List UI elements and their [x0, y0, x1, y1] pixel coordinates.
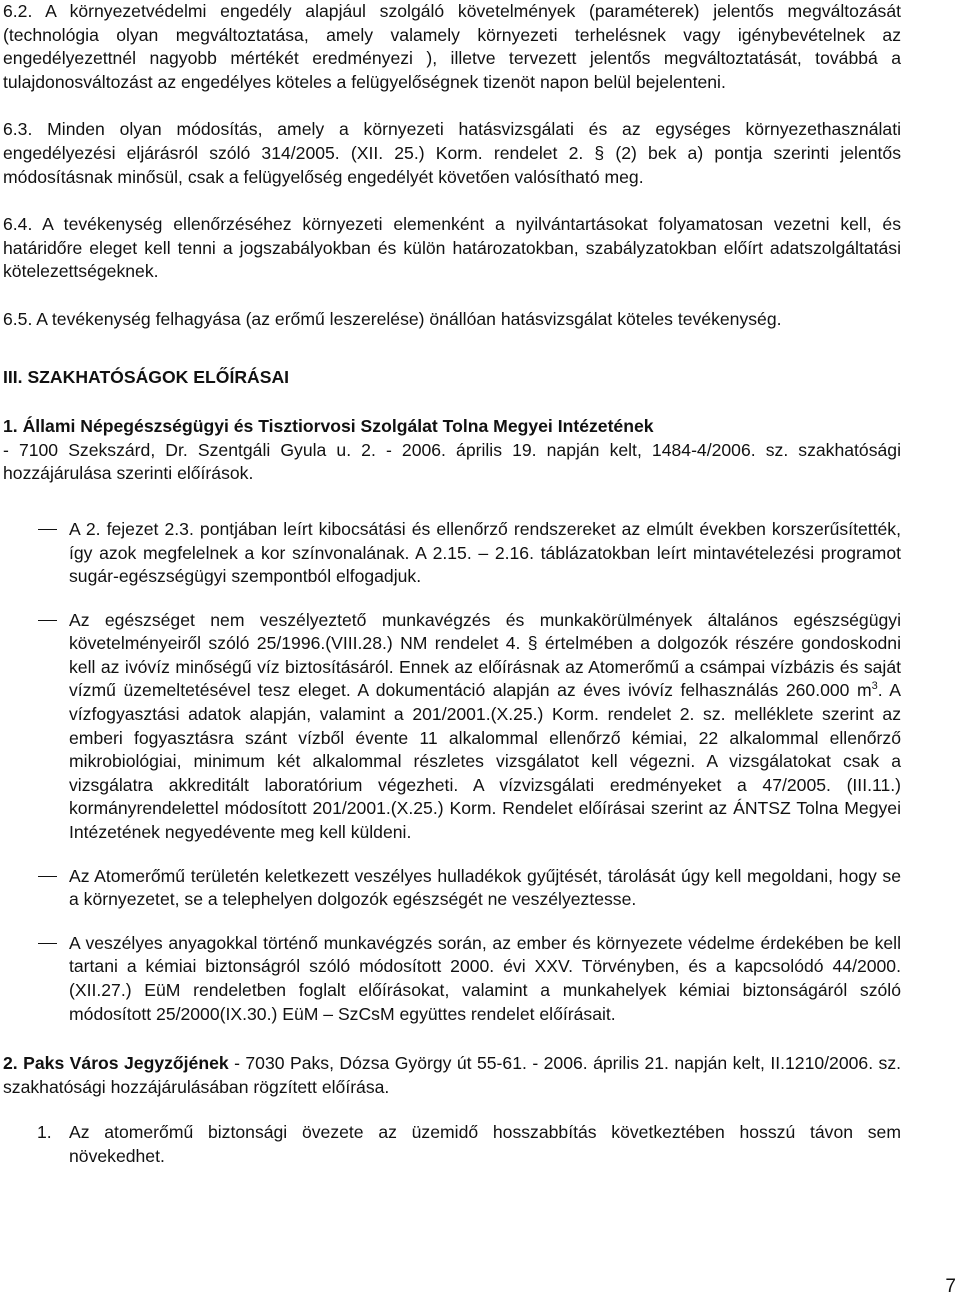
dash-bullet: [38, 529, 57, 530]
list-item: A 2. fejezet 2.3. pontjában leírt kibocsátási és ellenőrző rendszereket az elmúlt években korszerűsítették, így azok megfelelnek a kor színvonalának. A 2.15. – 2.16. táblázatokban leírt mintavételezési programot sugár-egészségügyi szempontból elfogadjuk.: [3, 518, 901, 589]
list-item: A veszélyes anyagokkal történő munkavégzés során, az ember és környezete védelme érdekében be kell tartani a kémiai biztonságról szóló módosított 2000. évi XXV. Törvényben, és a kapcsolódó 44/2000.(XII.27.) EüM rendeletben foglalt előírásokat, valamint a munkahelyek kémiai biztonságáról szóló módosított 25/2000(IX.30.) EüM – SzCsM együttes rendelet előírásait.: [3, 932, 901, 1026]
authority-2-name: Paks Város Jegyzőjének: [23, 1053, 229, 1074]
list-item: 1. Az atomerőmű biztonsági övezete az üzemidő hosszabbítás következtében hosszú távon sem növekedhet.: [37, 1122, 901, 1166]
dash-bullet: [38, 876, 57, 877]
paragraph-6-4: 6.4. A tevékenység ellenőrzéséhez környezeti elemenként a nyilvántartásokat folyamatosan vezetni kell, és határidőre eleget kell tenni a jogszabályokban és külön határozatokban, szabályzatokban előírt adatszolgáltatási kötelezettségeknek.: [3, 214, 901, 282]
authority-2-requirements: [3, 1121, 901, 1168]
superscript: 3: [871, 680, 878, 693]
list-item: Az egészséget nem veszélyeztető munkavégzés és munkakörülmények általános egészségügyi követelményeiről szóló 25/1996.(VIII.28.) NM rendelet 4. § értelmében a dolgozók részére gondoskodni kell az ivóvíz minőségű víz biztosításáról. Ennek az előírásnak az Atomerőmű a csámpai vízbázis és saját vízmű üzemeltetésével tesz eleget. A dokumentáció alapján az éves ivóvíz felhasználás 260.000 $m^3$. A vízfogyasztási adatok alapján, valamint a 201/2001.(X.25.) Korm. rendelet 2. sz. melléklete szerint az emberi fogyasztásra szánt vízből évente 11 alkalommal ellenőrző kémiai, 22 alkalommal ellenőrző mikrobiológiai, minimum két alkalommal részletes vizsgálatot kell végezni. A vizsgálatokat csak a vizsgálatra akkreditált laboratórium végezheti. A vízvizsgálati eredményeket a 47/2005. (III.11.) kormányrendelettel módosított 201/2001.(X.25.) Korm. Rendelet előírásai szerint az ÁNTSZ Tolna Megyei Intézetének negyedévente meg kell küldeni.: [3, 609, 901, 845]
authority-2-block: [3, 1052, 901, 1099]
list-item: Az Atomerőmű területén keletkezett veszélyes hulladékok gyűjtését, tárolását úgy kell megoldani, hogy se a környezetet, se a telephelyen dolgozók egészségét ne veszélyeztesse.: [3, 865, 901, 912]
authority-2-details: - 7030 Paks, Dózsa György út 55-61. - 2006. április 21. napján kelt, II.1210/2006. sz. szakhatósági hozzájárulásában rögzített előírása.: [3, 1053, 902, 1097]
document-page: [3, 0, 901, 1169]
chapter-heading: III. SZAKHATÓSÁGOK ELŐÍRÁSAI: [3, 366, 290, 387]
authority-1-details: - 7100 Szekszárd, Dr. Szentgáli Gyula u. 2. - 2006. április 19. napján kelt, 1484-4/2006. sz. szakhatósági hozzájárulása szerinti előírások.: [3, 439, 901, 484]
paragraph-6-5: 6.5. A tevékenység felhagyása (az erőmű leszerelése) önállóan hatásvizsgálat köteles tevékenység.: [3, 308, 782, 329]
authority-1-block: [3, 415, 901, 486]
authority-1-name: Állami Népegészségügyi és Tisztiorvosi Szolgálat Tolna Megyei Intézetének: [22, 416, 654, 437]
authority-2-number: 2.: [3, 1053, 18, 1074]
paragraph-6-3: 6.3. Minden olyan módosítás, amely a környezeti hatásvizsgálati és az egységes környezethasználati engedélyezési eljárásról szóló 314/2005. (XII. 25.) Korm. rendelet 2. § (2) bek a) pontja szerinti jelentős módosításnak minősül, csak a felügyelőség engedélyét követően valósítható meg.: [3, 119, 901, 187]
page-number: 7: [945, 1276, 956, 1297]
paragraph-6-2: 6.2. A környezetvédelmi engedély alapjául szolgáló követelmények (paraméterek) jelentős megváltozását (technológia olyan megváltoztatása, amely valamely környezeti terhelésnek vagy igénybevételnek az engedélyezettnél nagyobb mértékét eredményezi ), illetve tervezett jelentős megváltoztatását, továbbá a tulajdonosváltozást az engedélyes köteles a felügyelőségnek tizenöt napon belül bejelenteni.: [3, 1, 901, 92]
authority-1-requirements: [3, 518, 901, 1026]
dash-bullet: [38, 943, 57, 944]
authority-1-number: 1.: [3, 416, 18, 437]
dash-bullet: [38, 620, 57, 621]
